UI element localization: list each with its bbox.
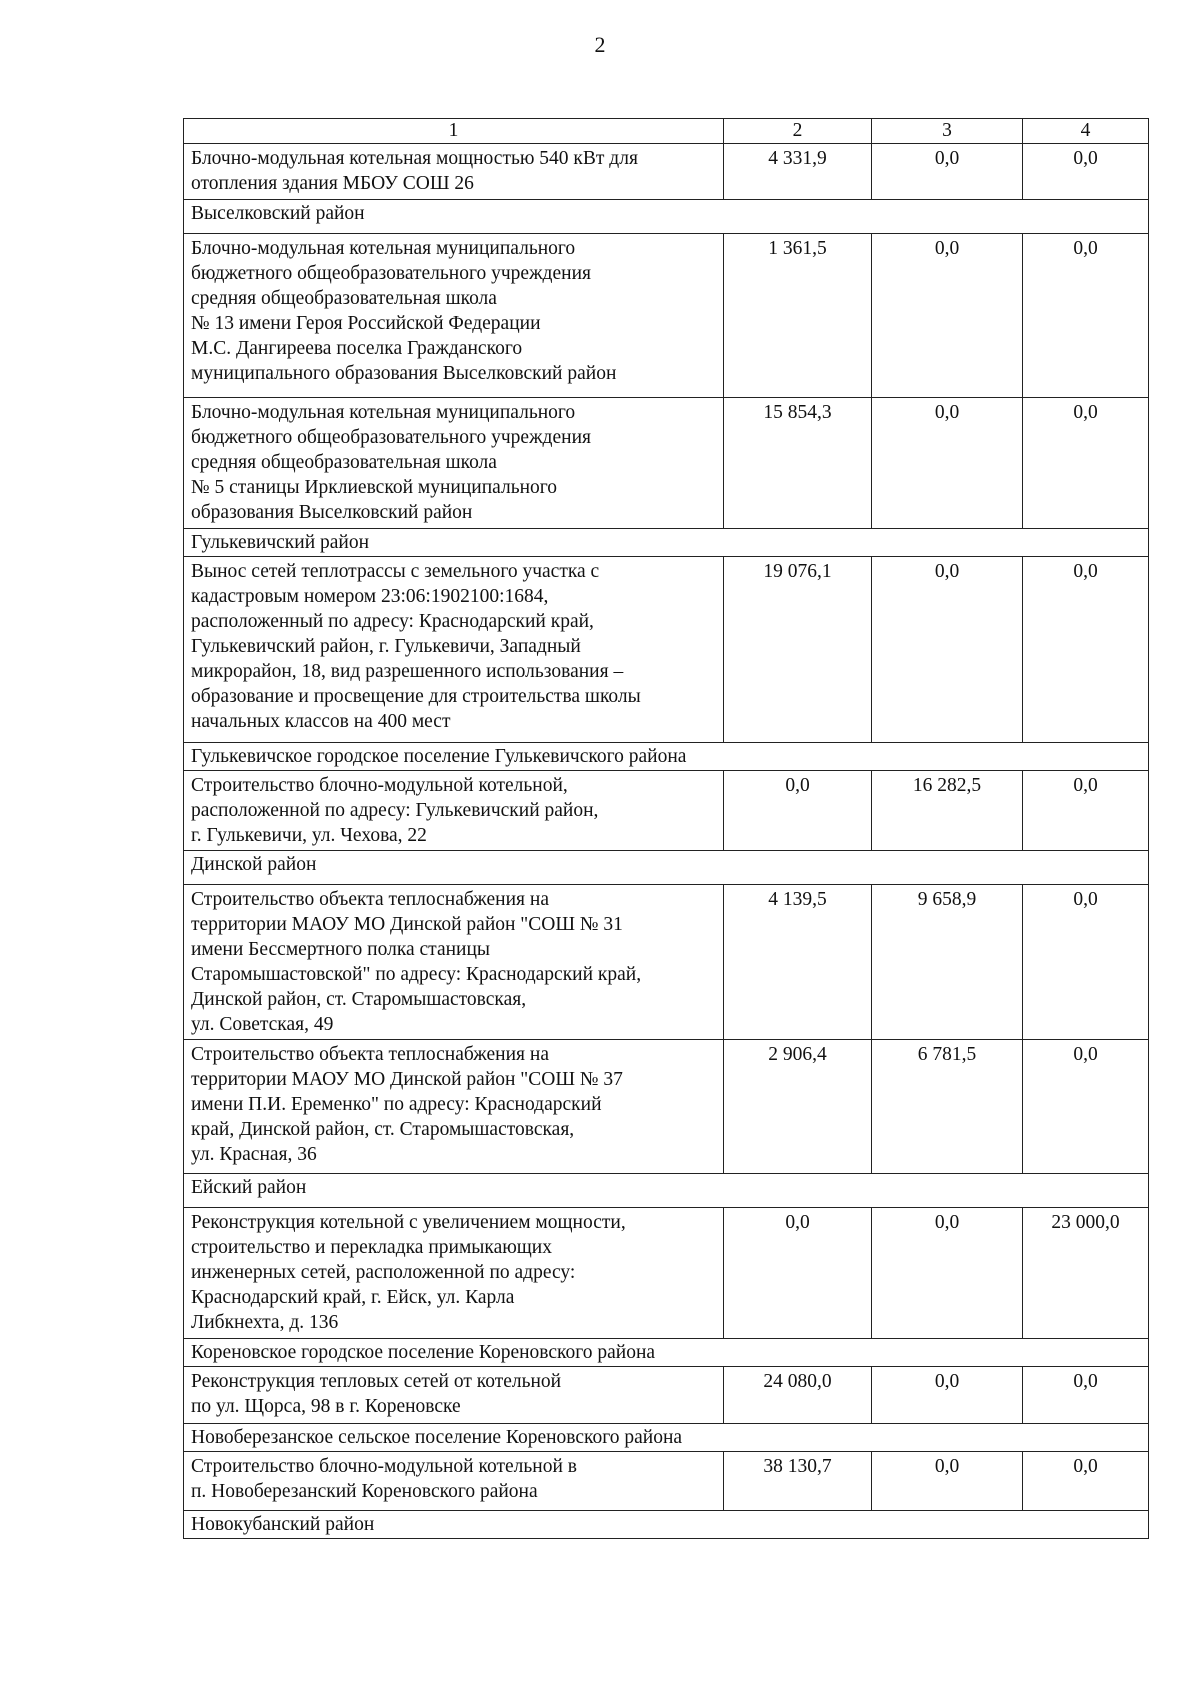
value-cell-col3: 0,0 (872, 1367, 1023, 1424)
value-cell-col4: 0,0 (1023, 144, 1149, 200)
value-cell-col3: 0,0 (872, 144, 1023, 200)
section-title: Новоберезанское сельское поселение Кореновского района (184, 1424, 1149, 1452)
table-row (184, 144, 1149, 200)
section-title: Новокубанский район (184, 1511, 1149, 1539)
project-name-cell: Реконструкция котельной с увеличением мощности, строительство и перекладка примыкающих инженерных сетей, расположенной по адресу: Краснодарский край, г. Ейск, ул. Карла Либкнехта, д. 136 (184, 1208, 724, 1339)
value-cell-col3: 0,0 (872, 1208, 1023, 1339)
table-row (184, 1208, 1149, 1339)
project-name-cell: Блочно-модульная котельная мощностью 540 кВт для отопления здания МБОУ СОШ 26 (184, 144, 724, 200)
value-cell-col2: 24 080,0 (724, 1367, 872, 1424)
column-header-1: 1 (184, 119, 724, 144)
value-cell-col2: 15 854,3 (724, 398, 872, 529)
table-row (184, 557, 1149, 743)
table-row (184, 234, 1149, 398)
column-header-3: 3 (872, 119, 1023, 144)
project-name-cell: Строительство объекта теплоснабжения на территории МАОУ МО Динской район "СОШ № 37 имени П.И. Еременко" по адресу: Краснодарский край, Динской район, ст. Старомышастовская, ул. Красная, 36 (184, 1040, 724, 1174)
value-cell-col3: 16 282,5 (872, 771, 1023, 851)
section-title: Выселковский район (184, 200, 1149, 234)
section-title: Гулькевичский район (184, 529, 1149, 557)
column-header-2: 2 (724, 119, 872, 144)
value-cell-col2: 2 906,4 (724, 1040, 872, 1174)
section-row (184, 1424, 1149, 1452)
value-cell-col2: 0,0 (724, 1208, 872, 1339)
section-row (184, 529, 1149, 557)
table-row (184, 398, 1149, 529)
value-cell-col3: 6 781,5 (872, 1040, 1023, 1174)
section-row (184, 743, 1149, 771)
value-cell-col4: 0,0 (1023, 234, 1149, 398)
project-name-cell: Вынос сетей теплотрассы с земельного участка с кадастровым номером 23:06:1902100:1684, расположенный по адресу: Краснодарский край, Гулькевичский район, г. Гулькевичи, Западный микрорайон, 18, вид разрешенного использования – образование и просвещение для строительства школы начальных классов на 400 мест (184, 557, 724, 743)
section-row (184, 200, 1149, 234)
value-cell-col2: 19 076,1 (724, 557, 872, 743)
section-title: Динской район (184, 851, 1149, 885)
section-row (184, 1511, 1149, 1539)
section-title: Гулькевичское городское поселение Гулькевичского района (184, 743, 1149, 771)
section-row (184, 1339, 1149, 1367)
value-cell-col4: 0,0 (1023, 557, 1149, 743)
section-title: Ейский район (184, 1174, 1149, 1208)
value-cell-col3: 0,0 (872, 557, 1023, 743)
value-cell-col4: 23 000,0 (1023, 1208, 1149, 1339)
value-cell-col2: 4 331,9 (724, 144, 872, 200)
table-row (184, 1367, 1149, 1424)
value-cell-col4: 0,0 (1023, 771, 1149, 851)
table-body (184, 144, 1149, 1539)
section-row (184, 851, 1149, 885)
value-cell-col4: 0,0 (1023, 1040, 1149, 1174)
table-row (184, 771, 1149, 851)
value-cell-col3: 0,0 (872, 1452, 1023, 1511)
table-row (184, 885, 1149, 1040)
table-header-row (184, 119, 1149, 144)
value-cell-col4: 0,0 (1023, 1367, 1149, 1424)
value-cell-col3: 0,0 (872, 234, 1023, 398)
table-row (184, 1452, 1149, 1511)
project-name-cell: Реконструкция тепловых сетей от котельной по ул. Щорса, 98 в г. Кореновске (184, 1367, 724, 1424)
value-cell-col2: 0,0 (724, 771, 872, 851)
project-name-cell: Блочно-модульная котельная муниципального бюджетного общеобразовательного учреждения средняя общеобразовательная школа № 5 станицы Ирклиевской муниципального образования Выселковский район (184, 398, 724, 529)
section-row (184, 1174, 1149, 1208)
project-name-cell: Блочно-модульная котельная муниципального бюджетного общеобразовательного учреждения средняя общеобразовательная школа № 13 имени Героя Российской Федерации М.С. Дангиреева поселка Гражданского муниципального образования Выселковский район (184, 234, 724, 398)
value-cell-col2: 38 130,7 (724, 1452, 872, 1511)
value-cell-col2: 1 361,5 (724, 234, 872, 398)
value-cell-col4: 0,0 (1023, 1452, 1149, 1511)
page-number: 2 (594, 32, 606, 57)
value-cell-col3: 9 658,9 (872, 885, 1023, 1040)
value-cell-col4: 0,0 (1023, 885, 1149, 1040)
project-name-cell: Строительство блочно-модульной котельной в п. Новоберезанский Кореновского района (184, 1452, 724, 1511)
funding-table (183, 118, 1149, 1539)
section-title: Кореновское городское поселение Кореновского района (184, 1339, 1149, 1367)
value-cell-col3: 0,0 (872, 398, 1023, 529)
value-cell-col4: 0,0 (1023, 398, 1149, 529)
project-name-cell: Строительство блочно-модульной котельной, расположенной по адресу: Гулькевичский район, г. Гулькевичи, ул. Чехова, 22 (184, 771, 724, 851)
value-cell-col2: 4 139,5 (724, 885, 872, 1040)
column-header-4: 4 (1023, 119, 1149, 144)
project-name-cell: Строительство объекта теплоснабжения на территории МАОУ МО Динской район "СОШ № 31 имени Бессмертного полка станицы Старомышастовской" по адресу: Краснодарский край, Динской район, ст. Старомышастовская, ул. Советская, 49 (184, 885, 724, 1040)
table-row (184, 1040, 1149, 1174)
